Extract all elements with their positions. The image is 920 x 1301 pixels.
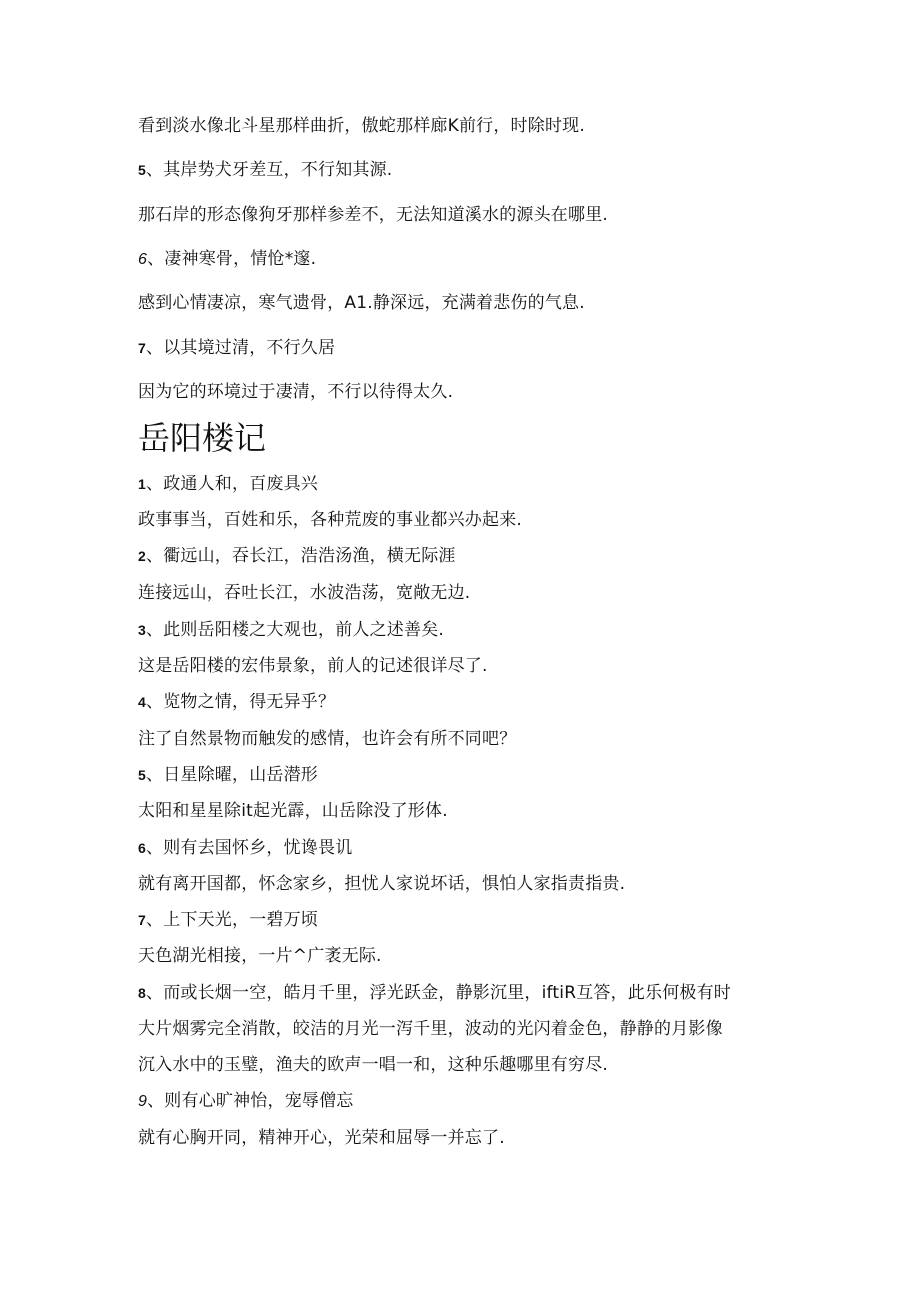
text-line: 看到淡水像北斗星那样曲折，傲蛇那样廊K前行，时除时现. [138, 116, 585, 136]
item-number: 7 [138, 912, 146, 928]
item-number: 5 [138, 162, 146, 178]
translation-line: 天色湖光相接，一片^广袤无际. [138, 946, 382, 966]
translation-line: 政事事当，百姓和乐，各种荒废的事业都兴办起来. [138, 510, 523, 530]
item-number: 3 [138, 622, 146, 638]
translation-line: 这是岳阳楼的宏伟景象，前人的记述很详尽了. [138, 656, 488, 676]
item-line [138, 158, 392, 182]
section-heading: 岳阳楼记 [138, 419, 267, 457]
item-text: 、其岸势犬牙差互，不行知其源. [146, 160, 393, 180]
item-text: 、上下天光，一碧万顷 [146, 910, 318, 930]
item-number: 2 [138, 548, 146, 564]
item-text: 、以其境过清，不行久居 [146, 338, 336, 358]
translation-line: 连接远山，吞吐长江，水波浩荡，宽敞无边. [138, 583, 471, 603]
item-text: 、政通人和，百废具兴 [146, 474, 318, 494]
translation-line: 注了自然景物而触发的感情，也许会有所不同吧？ [138, 729, 517, 749]
translation-line: 感到心情凄凉，寒气遗骨，A1.静深远，充满着悲伤的气息. [138, 293, 585, 313]
item-line [138, 690, 335, 714]
item-line [138, 836, 352, 860]
item-text: 、则有去国怀乡，忧谗畏讥 [146, 838, 353, 858]
item-number: 8 [138, 985, 146, 1001]
item-line [138, 1089, 354, 1114]
item-number: 9 [138, 1093, 148, 1110]
item-line [138, 544, 456, 568]
translation-line: 就有心胸开同，精神开心，光荣和屈辱一并忘了. [138, 1128, 505, 1148]
item-text: 、览物之情，得无异乎？ [146, 692, 336, 712]
translation-line: 那石岸的形态像狗牙那样参差不，无法知道溪水的源头在哪里. [138, 205, 609, 225]
item-number: 6 [138, 840, 146, 856]
translation-line: 就有离开国都，怀念家乡，担忧人家说坏话，惧怕人家指责指贵. [138, 874, 626, 894]
item-line [138, 247, 316, 272]
translation-line: 大片烟雾完全消散，皎洁的月光一泻千里，波动的光闪着金色，静静的月影像 [138, 1019, 723, 1039]
item-number: 5 [138, 767, 146, 783]
translation-line: 因为它的环境过于凄清，不行以待得太久. [138, 382, 454, 402]
item-line [138, 981, 731, 1005]
item-line [138, 618, 444, 642]
item-line [138, 472, 318, 496]
item-text: 、衢远山，吞长江，浩浩汤渔，横无际涯 [146, 546, 456, 566]
item-text: 、此则岳阳楼之大观也，前人之述善矣. [146, 620, 445, 640]
item-number: 1 [138, 476, 146, 492]
item-text: 、而或长烟一空，皓月千里，浮光跃金，静影沉里，iftiR互答，此乐何极有时 [146, 983, 732, 1003]
item-line [138, 908, 318, 932]
item-line [138, 336, 335, 360]
item-number: 7 [138, 340, 146, 356]
translation-line: 太阳和星星除it起光霹，山岳除没了形体. [138, 801, 448, 821]
item-text: 、凄神寒骨，情怆*邃. [147, 249, 317, 269]
item-number: 6 [138, 251, 148, 268]
item-text: 、日星除曜，山岳潜形 [146, 765, 318, 785]
translation-line: 沉入水中的玉璧，渔夫的欧声一唱一和，这种乐趣哪里有穷尽. [138, 1055, 609, 1075]
item-line [138, 763, 318, 787]
item-number: 4 [138, 694, 146, 710]
item-text: 、则有心旷神怡，宠辱僧忘 [147, 1091, 354, 1111]
